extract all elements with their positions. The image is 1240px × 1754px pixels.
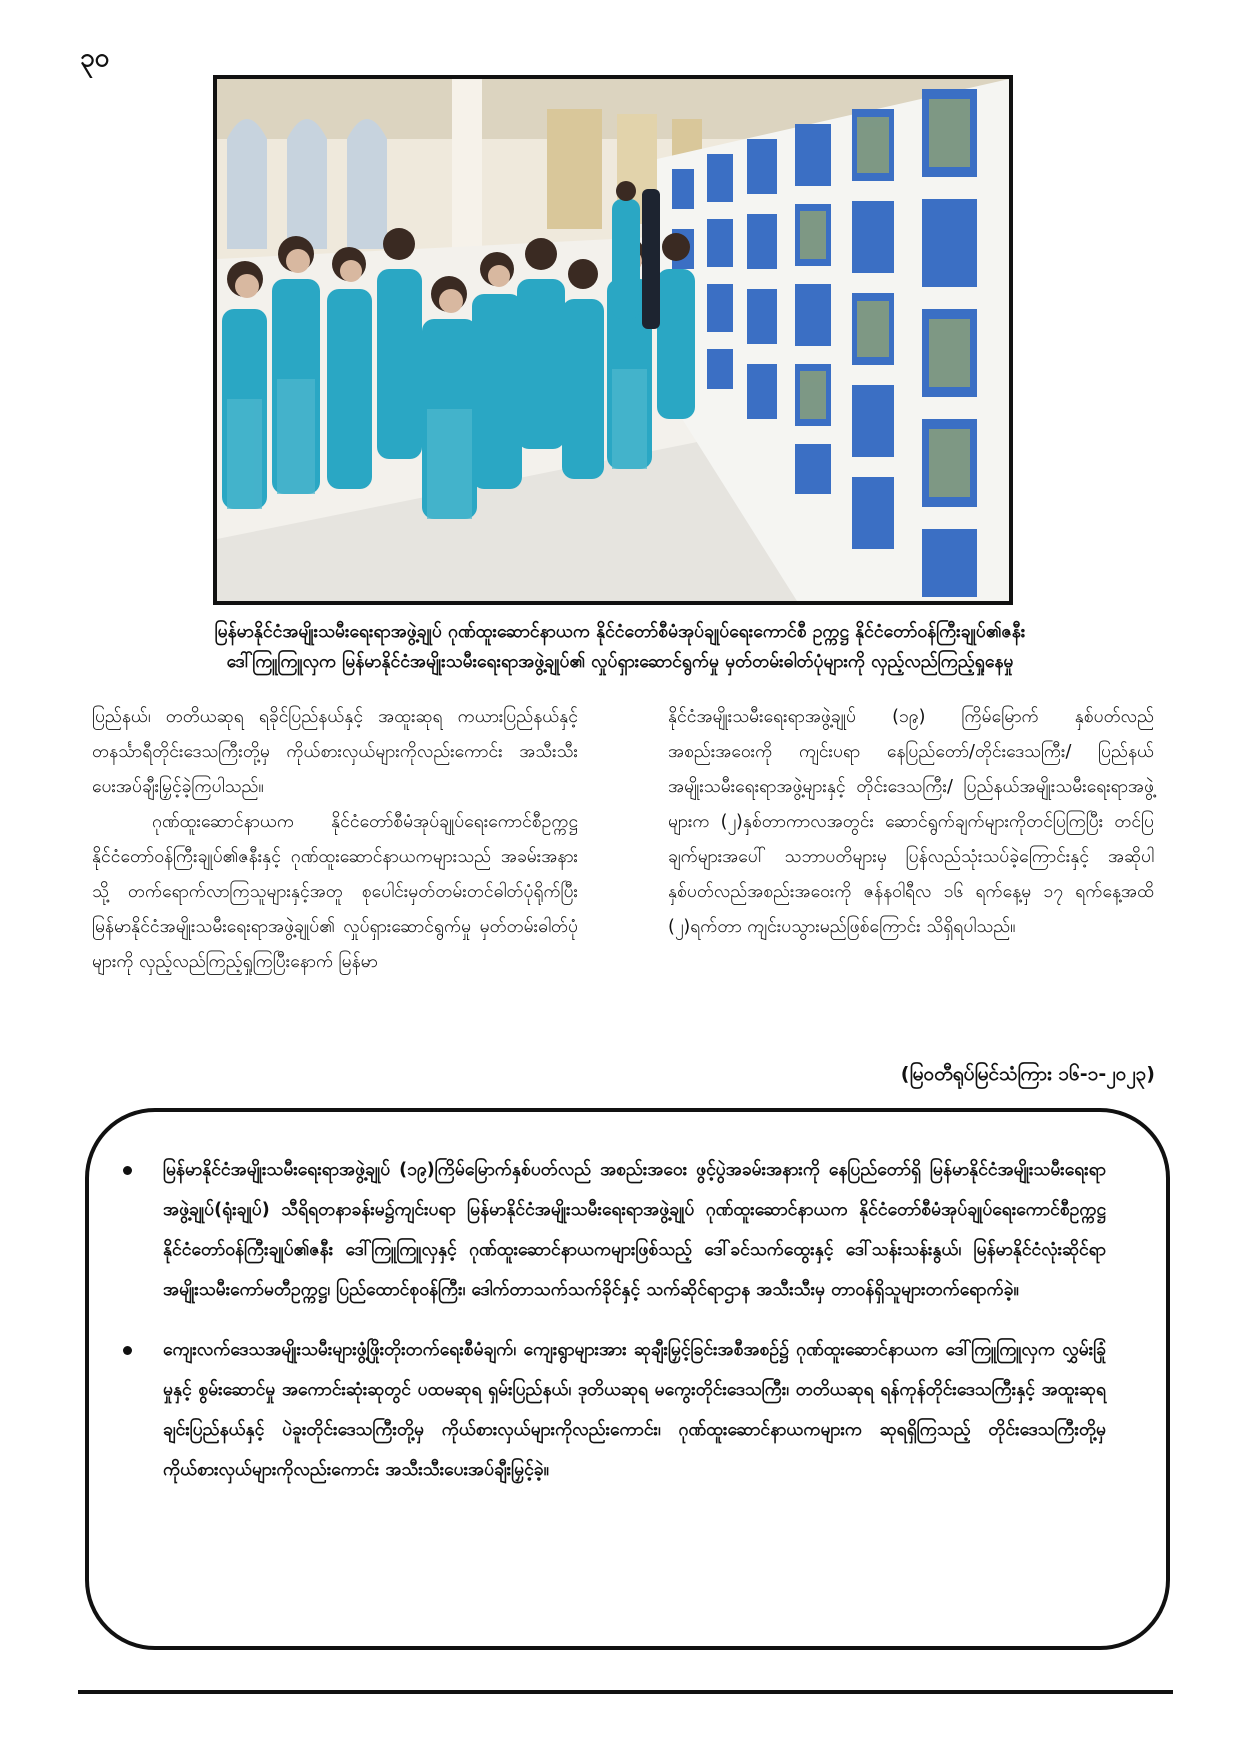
news-source: (မြဝတီရုပ်မြင်သံကြား ၁၆-၁-၂၀၂၃) <box>900 1063 1155 1085</box>
caption-line-1: မြန်မာနိုင်ငံအမျိုးသမီးရေးရာအဖွဲ့ချုပ် ဂုဏ်ထူးဆောင်နာယက နိုင်ငံတော်စီမံအုပ်ချုပ်ရေးကောင်စီ ဥက္ကဋ္ဌ နိုင်ငံတော်ဝန်ကြီးချုပ်၏ဇနီး <box>214 622 1026 642</box>
right-paragraph-1: နိုင်ငံအမျိုးသမီးရေးရာအဖွဲ့ချုပ် (၁၉) ကြိမ်မြောက် နှစ်ပတ်လည် အစည်းအဝေးကို ကျင်းပရာ နေပြည်တော်/တိုင်းဒေသကြီး/ ပြည်နယ် အမျိုးသမီးရေးရာအဖွဲ့များနှင့် တိုင်းဒေသကြီး/ ပြည်နယ်အမျိုးသမီးရေးရာအဖွဲ့များက (၂)နှစ်တာကာလအတွင်း ဆောင်ရွက်ချက်များကိုတင်ပြကြပြီး တင်ပြချက်များအပေါ် သဘာပတိများမှ ပြန်လည်သုံးသပ်ခဲ့ကြောင်းနှင့် အဆိုပါနှစ်ပတ်လည်အစည်းအဝေးကို ဇန်နဝါရီလ ၁၆ ရက်နေ့မှ ၁၇ ရက်နေ့အထိ (၂)ရက်တာ ကျင်းပသွားမည်ဖြစ်ကြောင်း သိရှိရပါသည်။ <box>668 707 1154 937</box>
bullet-icon <box>123 1346 132 1355</box>
footer-rule <box>78 1690 1173 1694</box>
highlight-item <box>163 1330 1106 1490</box>
caption-line-2: ဒေါ်ကြူကြူလှက မြန်မာနိုင်ငံအမျိုးသမီးရေးရာအဖွဲ့ချုပ်၏ လှုပ်ရှားဆောင်ရွက်မှု မှတ်တမ်းဓါတ်ပုံများကို လှည့်လည်ကြည့်ရှုနေမှု <box>226 652 1014 672</box>
highlight-text: မြန်မာနိုင်ငံအမျိုးသမီးရေးရာအဖွဲ့ချုပ် (၁၉)ကြိမ်မြောက်နှစ်ပတ်လည် အစည်းအဝေး ဖွင့်ပွဲအခမ်းအနားကို နေပြည်တော်ရှိ မြန်မာနိုင်ငံအမျိုးသမီးရေးရာအဖွဲ့ချုပ်(ရုံးချုပ်) သီရိရတနာခန်းမ၌ကျင်းပရာ မြန်မာနိုင်ငံအမျိုးသမီးရေးရာအဖွဲ့ချုပ် ဂုဏ်ထူးဆောင်နာယက နိုင်ငံတော်စီမံအုပ်ချုပ်ရေးကောင်စီဥက္ကဋ္ဌ နိုင်ငံတော်ဝန်ကြီးချုပ်၏ဇနီး ဒေါ်ကြူကြူလှနှင့် ဂုဏ်ထူးဆောင်နာယကများဖြစ်သည့် ဒေါ်ခင်သက်ထွေးနှင့် ဒေါ်သန်းသန်းနွယ်၊ မြန်မာနိုင်ငံလုံးဆိုင်ရာအမျိုးသမီးကော်မတီဥက္ကဋ္ဌ၊ ပြည်ထောင်စုဝန်ကြီး၊ ဒေါက်တာသက်သက်ခိုင်နှင့် သက်ဆိုင်ရာဌာန အသီးသီးမှ တာဝန်ရှိသူများတက်ရောက်ခဲ့။ <box>163 1160 1106 1300</box>
page-number: ၃၀ <box>80 43 110 73</box>
left-column <box>92 700 578 980</box>
highlights-list <box>89 1112 1166 1490</box>
highlights-box <box>85 1108 1170 1650</box>
right-column <box>668 700 1154 945</box>
event-photo <box>213 75 1013 605</box>
photo-caption <box>90 617 1150 677</box>
highlight-item <box>163 1150 1106 1310</box>
left-paragraph-1: ပြည်နယ်၊ တတိယဆုရ ရခိုင်ပြည်နယ်နှင့် အထူးဆုရ ကယားပြည်နယ်နှင့်တနင်္သာရီတိုင်းဒေသကြီးတို့မှ ကိုယ်စားလှယ်များကိုလည်းကောင်း အသီးသီးပေးအပ်ချီးမြှင့်ခဲ့ကြပါသည်။ <box>92 707 578 797</box>
highlight-text: ကျေးလက်ဒေသအမျိုးသမီးများဖွံ့ဖြိုးတိုးတက်ရေးစီမံချက်၊ ကျေးရွာများအား ဆုချီးမြှင့်ခြင်းအစီအစဉ်၌ ဂုဏ်ထူးဆောင်နာယက ဒေါ်ကြူကြူလှက လွှမ်းခြုံမှုနှင့် စွမ်းဆောင်မှု အကောင်းဆုံးဆုတွင် ပထမဆုရ ရှမ်းပြည်နယ်၊ ဒုတိယဆုရ မကွေးတိုင်းဒေသကြီး၊ တတိယဆုရ ရန်ကုန်တိုင်းဒေသကြီးနှင့် အထူးဆုရ ချင်းပြည်နယ်နှင့် ပဲခူးတိုင်းဒေသကြီးတို့မှ ကိုယ်စားလှယ်များကိုလည်းကောင်း၊ ဂုဏ်ထူးဆောင်နာယကများက ဆုရရှိကြသည့် တိုင်းဒေသကြီးတို့မှ ကိုယ်စားလှယ်များကိုလည်းကောင်း အသီးသီးပေးအပ်ချီးမြှင့်ခဲ့။ <box>163 1340 1106 1480</box>
left-paragraph-2: ဂုဏ်ထူးဆောင်နာယက နိုင်ငံတော်စီမံအုပ်ချုပ်ရေးကောင်စီဥက္ကဋ္ဌ နိုင်ငံတော်ဝန်ကြီးချုပ်၏ဇနီးနှင့် ဂုဏ်ထူးဆောင်နာယကများသည် အခမ်းအနားသို့ တက်ရောက်လာကြသူများနှင့်အတူ စုပေါင်းမှတ်တမ်းတင်ဓါတ်ပုံရိုက်ပြီး မြန်မာနိုင်ငံအမျိုးသမီးရေးရာအဖွဲ့ချုပ်၏ လှုပ်ရှားဆောင်ရွက်မှု မှတ်တမ်းဓါတ်ပုံများကို လှည့်လည်ကြည့်ရှုကြပြီးနောက် မြန်မာ <box>92 812 578 972</box>
photo-illustration <box>217 79 1009 601</box>
bullet-icon <box>123 1166 132 1175</box>
